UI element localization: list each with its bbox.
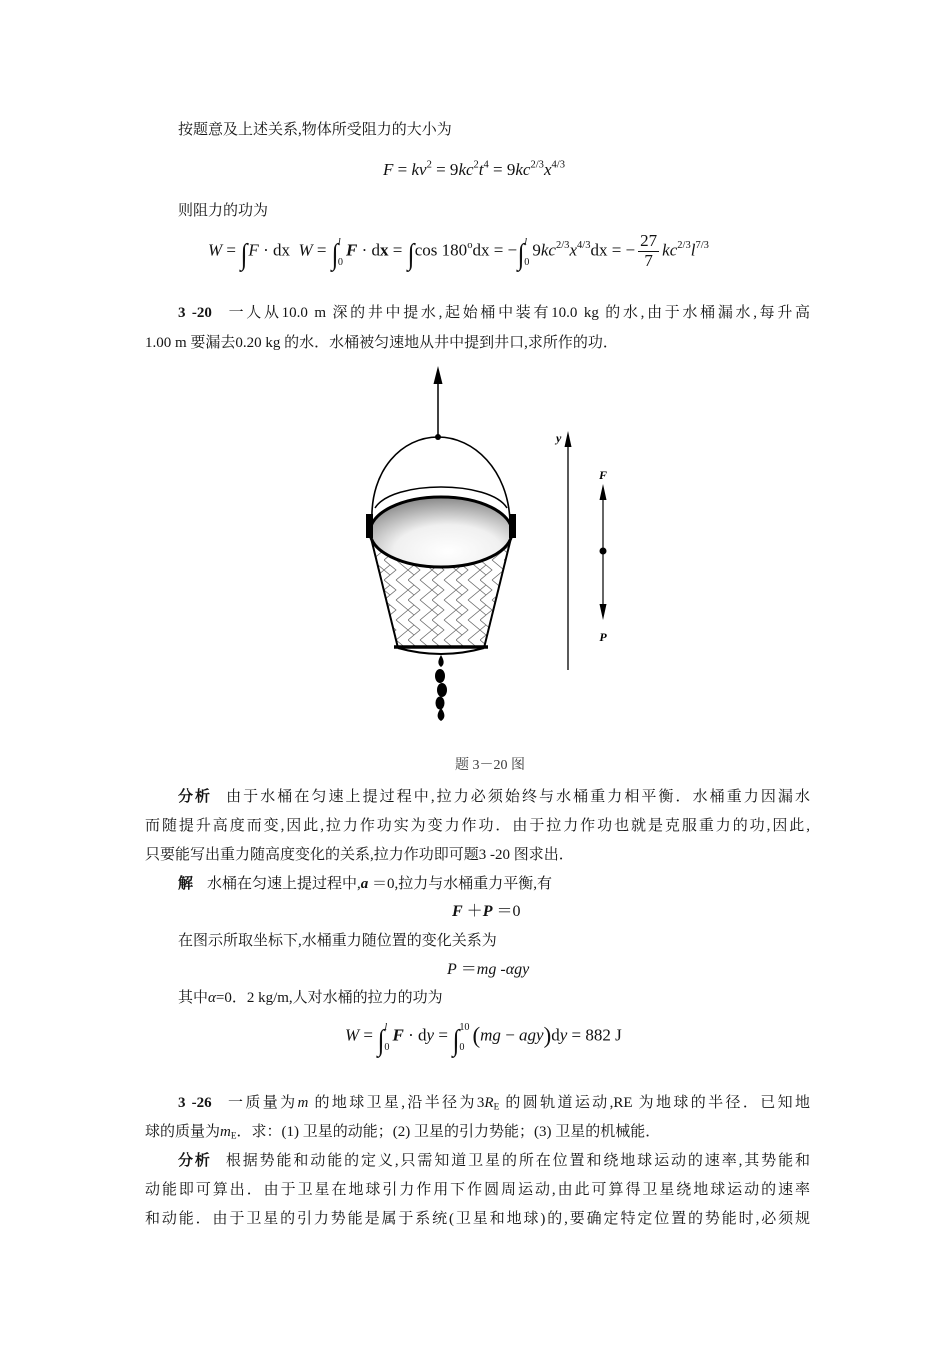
alpha-symbol: α xyxy=(208,990,216,1006)
water-drop xyxy=(438,655,443,667)
formula-exponent: 4/3 xyxy=(551,159,565,171)
formula-vector: F xyxy=(346,240,358,260)
radius-subscript: E xyxy=(493,1102,500,1113)
formula-exponent: 4/3 xyxy=(577,239,591,251)
integral-sign: ∫ xyxy=(240,238,248,272)
water-drop xyxy=(438,708,445,721)
force-p-label: P xyxy=(599,630,607,644)
lifting-work-formula xyxy=(345,1023,622,1055)
formula-symbol: mg xyxy=(480,1025,501,1045)
formula-vector: x xyxy=(380,240,389,260)
analysis-3-26-line-2: 动能即可算出．由于卫星在地球引力作用下作圆周运动,由此可算得卫星绕地球运动的速率 xyxy=(145,1182,810,1198)
analysis-label: 分析 xyxy=(178,789,213,805)
formula-symbol: kv xyxy=(411,160,427,179)
problem-text: 的圆轨道运动,RE 为地球的半径．已知地 xyxy=(499,1095,810,1111)
solution-text: =0．2 kg/m,人对水桶的拉力的功为 xyxy=(215,990,443,1006)
intro-line-1: 按题意及上述关系,物体所受阻力的大小为 xyxy=(178,122,452,138)
formula-symbol: F xyxy=(383,160,394,179)
integral-limits xyxy=(524,238,529,269)
integral-sign: ∫ xyxy=(452,1023,460,1057)
formula-symbol: mg xyxy=(476,961,497,978)
integral-limits xyxy=(338,238,343,269)
upper-limit: l xyxy=(384,1022,388,1033)
analysis-3-20-line-2: 而随提升高度而变,因此,拉力作功实为变力作功．由于拉力作功也就是克服重力的功,因此, xyxy=(145,818,810,834)
formula-operator: = xyxy=(393,160,412,179)
formula-exponent: o xyxy=(467,239,473,251)
integral-sign: ∫ xyxy=(331,238,339,272)
formula-operator: = xyxy=(222,240,241,260)
radius-symbol: R xyxy=(484,1095,494,1111)
figure-caption: 题 3－20 图 xyxy=(455,758,525,773)
formula-operator: ＝0 xyxy=(492,903,521,920)
water-drop xyxy=(435,669,445,683)
formula-operator: dx = − xyxy=(590,240,636,260)
problem-number: 3 -26 xyxy=(178,1095,212,1111)
bucket-figure xyxy=(320,355,650,730)
analysis-text: 根据势能和动能的定义,只需知道卫星的所在位置和绕地球运动的速率,其势能和 xyxy=(225,1153,810,1169)
integral-limits xyxy=(459,1023,469,1054)
solution-text: ＝0,拉力与水桶重力平衡,有 xyxy=(368,876,553,892)
formula-exponent: 2/3 xyxy=(555,239,570,251)
mass-symbol: m xyxy=(297,1095,309,1111)
earth-mass-symbol: m xyxy=(220,1124,231,1140)
formula-operator: · d xyxy=(357,240,381,260)
formula-operator: − xyxy=(500,1025,520,1045)
problem-3-26-line-2 xyxy=(145,1122,660,1142)
integral-sign: ∫ xyxy=(377,1023,385,1057)
resistance-work-formula xyxy=(208,232,709,270)
lower-limit: 0 xyxy=(384,1042,390,1054)
analysis-3-20-line-3: 只要能写出重力随高度变化的关系,拉力作功即可题3 -20 图求出． xyxy=(145,847,574,863)
lift-arrow-head xyxy=(434,366,443,384)
lower-limit: 0 xyxy=(459,1042,465,1054)
upper-limit: l xyxy=(524,236,528,248)
formula-operator: = xyxy=(312,240,331,260)
fraction-denominator: 7 xyxy=(644,250,653,270)
formula-operator: ＋ xyxy=(462,903,483,920)
formula-symbol: αgy xyxy=(505,961,530,978)
fraction xyxy=(638,232,659,270)
formula-symbol: kc xyxy=(662,240,678,260)
formula-operator: dx = − xyxy=(472,240,518,260)
analysis-3-26-line-3: 和动能．由于卫星的引力势能是属于系统(卫星和地球)的,要确定特定位置的势能时,必须规 xyxy=(145,1211,810,1227)
y-axis-arrow-head xyxy=(565,431,572,447)
force-f-arrow-head xyxy=(600,484,607,500)
force-p-arrow-head xyxy=(600,604,607,620)
analysis-label: 分析 xyxy=(178,1153,212,1169)
formula-result: = 882 J xyxy=(567,1025,622,1045)
formula-symbol: kc xyxy=(515,160,531,179)
formula-operator: = xyxy=(388,240,407,260)
force-balance-formula xyxy=(452,900,520,924)
integral-sign: ∫ xyxy=(407,238,415,272)
solution-text: 水桶在匀速上提过程中, xyxy=(207,876,361,892)
formula-exponent: 2 xyxy=(426,159,432,171)
formula-exponent: 2 xyxy=(473,159,479,171)
upper-limit: l xyxy=(337,236,341,248)
formula-operator: = 9 xyxy=(488,160,516,179)
integral-sign: ∫ xyxy=(517,238,525,272)
problem-text: 的地球卫星,沿半径为3 xyxy=(308,1095,485,1111)
formula-exponent: 7/3 xyxy=(695,239,709,251)
acceleration-symbol: a xyxy=(360,876,369,892)
intro-line-2: 则阻力的功为 xyxy=(178,203,269,219)
close-paren: ) xyxy=(543,1022,552,1048)
formula-exponent: 2/3 xyxy=(530,159,544,171)
solution-line-1 xyxy=(178,874,552,894)
solution-label: 解 xyxy=(178,876,194,892)
formula-symbol: x xyxy=(569,240,577,260)
formula-symbol: kc xyxy=(458,160,474,179)
formula-operator: · dx xyxy=(258,240,299,260)
problem-number: 3 -20 xyxy=(178,305,212,321)
analysis-3-20-line-1 xyxy=(178,787,810,807)
formula-operator: = xyxy=(434,1025,453,1045)
bucket-ear-left xyxy=(366,514,373,538)
water-drop xyxy=(436,697,445,710)
formula-vector: P xyxy=(482,903,493,920)
formula-symbol: W xyxy=(208,240,223,260)
problem-text: 球的质量为 xyxy=(145,1124,221,1140)
problem-text: ．求：(1) 卫星的动能；(2) 卫星的引力势能；(3) 卫星的机械能． xyxy=(236,1124,661,1140)
formula-operator: · d xyxy=(403,1025,427,1045)
formula-symbol: W xyxy=(345,1025,360,1045)
upper-limit: 10 xyxy=(459,1022,470,1033)
solution-line-3 xyxy=(178,988,443,1008)
analysis-3-26-line-1 xyxy=(178,1151,810,1171)
solution-line-2: 在图示所取坐标下,水桶重力随位置的变化关系为 xyxy=(178,933,497,949)
problem-3-26-line-1 xyxy=(178,1093,810,1113)
formula-symbol: agy xyxy=(519,1025,544,1045)
lower-limit: 0 xyxy=(524,257,530,269)
formula-vector: F xyxy=(392,1025,404,1045)
problem-3-20-line-1 xyxy=(178,303,810,323)
problem-text: 一质量为 xyxy=(225,1095,298,1111)
resistance-force-formula xyxy=(383,158,565,182)
formula-symbol: F xyxy=(248,240,259,260)
bucket-bottom-curve xyxy=(398,648,484,654)
weight-formula xyxy=(447,958,529,982)
formula-operator: = xyxy=(359,1025,378,1045)
formula-symbol: W xyxy=(298,240,313,260)
formula-symbol: l xyxy=(690,240,696,260)
bucket-ear-right xyxy=(509,514,516,538)
problem-3-20-line-2: 1.00 m 要漏去0.20 kg 的水．水桶被匀速地从井中提到井口,求所作的功． xyxy=(145,335,618,351)
bucket-rim xyxy=(370,497,512,567)
formula-symbol: y xyxy=(426,1025,435,1045)
earth-mass-subscript: E xyxy=(230,1131,237,1142)
formula-term: d xyxy=(551,1025,560,1045)
lower-limit: 0 xyxy=(337,257,343,269)
solution-text: 其中 xyxy=(178,990,209,1006)
fraction-numerator: 27 xyxy=(640,231,658,250)
formula-term: cos 180 xyxy=(414,240,468,260)
formula-operator: = 9 xyxy=(431,160,459,179)
formula-operator: - xyxy=(496,961,506,978)
formula-exponent: 2/3 xyxy=(677,239,691,251)
open-paren: ( xyxy=(472,1022,481,1048)
force-f-label: F xyxy=(598,468,608,482)
formula-symbol: t xyxy=(478,160,484,179)
analysis-text: 由于水桶在匀速上提过程中,拉力必须始终与水桶重力相平衡．水桶重力因漏水 xyxy=(226,789,810,805)
integral-limits xyxy=(384,1023,389,1054)
formula-exponent: 4 xyxy=(483,159,489,171)
formula-symbol: P xyxy=(447,961,457,978)
formula-symbol: x xyxy=(543,160,552,179)
y-axis-label: y xyxy=(556,431,562,445)
formula-term: 9 xyxy=(532,240,541,260)
water-drop xyxy=(437,683,447,697)
formula-symbol: y xyxy=(559,1025,568,1045)
formula-operator: ＝ xyxy=(456,961,477,978)
problem-text: 一人从10.0 m 深的井中提水,起始桶中装有10.0 kg 的水,由于水桶漏水,每升高 xyxy=(225,305,810,321)
formula-symbol: kc xyxy=(540,240,556,260)
formula-vector: F xyxy=(452,903,463,920)
